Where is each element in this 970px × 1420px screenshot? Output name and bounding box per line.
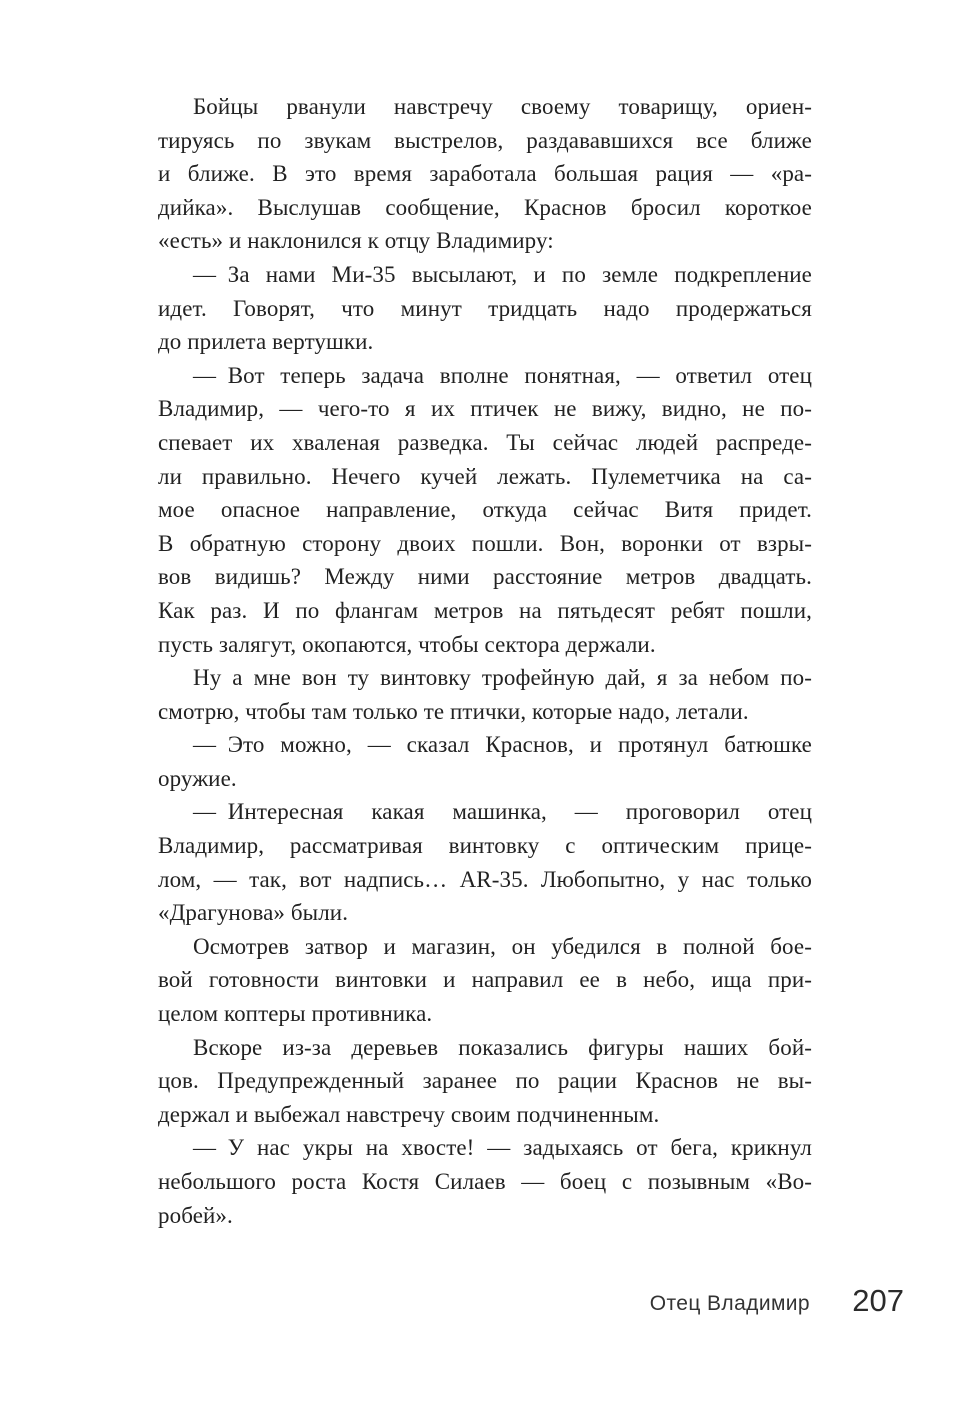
text-line: ли правильно. Нечего кучей лежать. Пулеметчика на са- — [158, 463, 812, 489]
paragraph — [158, 661, 812, 728]
paragraph — [158, 1031, 812, 1132]
text-line: тируясь по звукам выстрелов, раздававшихся все ближе — [158, 127, 812, 153]
text-line: Ну а мне вон ту винтовку трофейную дай, я за небом по- — [193, 665, 812, 691]
text-line: цов. Предупрежденный заранее по рации Краснов не вы- — [158, 1068, 812, 1094]
page-number: 207 — [852, 1283, 904, 1318]
text-line: Осмотрев затвор и магазин, он убедился в полной бое- — [193, 933, 812, 959]
text-line: — За нами Ми-35 высылают, и по земле подкрепление — [193, 261, 812, 287]
paragraph — [158, 795, 812, 929]
text-line: небольшого роста Костя Силаев — боец с позывным «Во- — [158, 1169, 812, 1194]
paragraph — [158, 258, 812, 359]
text-line: держал и выбежал навстречу своим подчиненным. — [158, 1101, 660, 1127]
text-line: — Это можно, — сказал Краснов, и протянул батюшке — [193, 732, 812, 758]
text-line: «есть» и наклонился к отцу Владимиру: — [158, 228, 554, 254]
text-line: смотрю, чтобы там только те птички, которые надо, летали. — [158, 698, 749, 724]
text-line: вой готовности винтовки и направил ее в небо, ища при- — [158, 967, 812, 993]
text-line: В обратную сторону двоих пошли. Вон, воронки от взры- — [158, 530, 812, 556]
text-line: робей». — [158, 1202, 233, 1228]
text-line: Бойцы рванули навстречу своему товарищу, ориен- — [193, 94, 812, 119]
text-line: — У нас укры на хвосте! — задыхаясь от бега, крикнул — [193, 1135, 812, 1161]
text-line: Владимир, рассматривая винтовку с оптическим прице- — [158, 833, 812, 859]
text-line: и ближе. В это время заработала большая рация — «ра- — [158, 161, 812, 187]
text-line: спевает их хваленая разведка. Ты сейчас людей распреде- — [158, 429, 812, 455]
text-line: целом коптеры противника. — [158, 1001, 433, 1027]
paragraph — [158, 1131, 812, 1232]
text-line: до прилета вертушки. — [158, 329, 374, 355]
text-line: «Драгунова» были. — [158, 900, 349, 926]
text-line: пусть залягут, окопаются, чтобы сектора держали. — [158, 631, 656, 657]
text-line: — Вот теперь задача вполне понятная, — ответил отец — [193, 362, 812, 388]
text-line: лом, — так, вот надпись… AR-35. Любопытно, у нас только — [158, 866, 812, 892]
text-line: Владимир, — чего-то я их птичек не вижу, видно, не по- — [158, 396, 812, 422]
text-line: дийка». Выслушав сообщение, Краснов бросил короткое — [158, 194, 812, 220]
paragraph — [158, 930, 812, 1031]
text-line: идет. Говорят, что минут тридцать надо продержаться — [158, 295, 812, 321]
paragraph — [158, 728, 812, 795]
text-line: Как раз. И по флангам метров на пятьдесят ребят пошли, — [158, 597, 812, 623]
text-line: мое опасное направление, откуда сейчас Витя придет. — [158, 497, 812, 523]
paragraph — [158, 90, 812, 258]
text-line: вов видишь? Между ними расстояние метров двадцать. — [158, 564, 812, 590]
text-line: — Интересная какая машинка, — проговорил отец — [193, 799, 812, 825]
running-title: Отец Владимир — [649, 1292, 810, 1315]
text-line: Вскоре из-за деревьев показались фигуры наших бой- — [193, 1034, 812, 1060]
paragraph — [158, 359, 812, 661]
body-text — [158, 90, 812, 1232]
text-line: оружие. — [158, 765, 237, 791]
